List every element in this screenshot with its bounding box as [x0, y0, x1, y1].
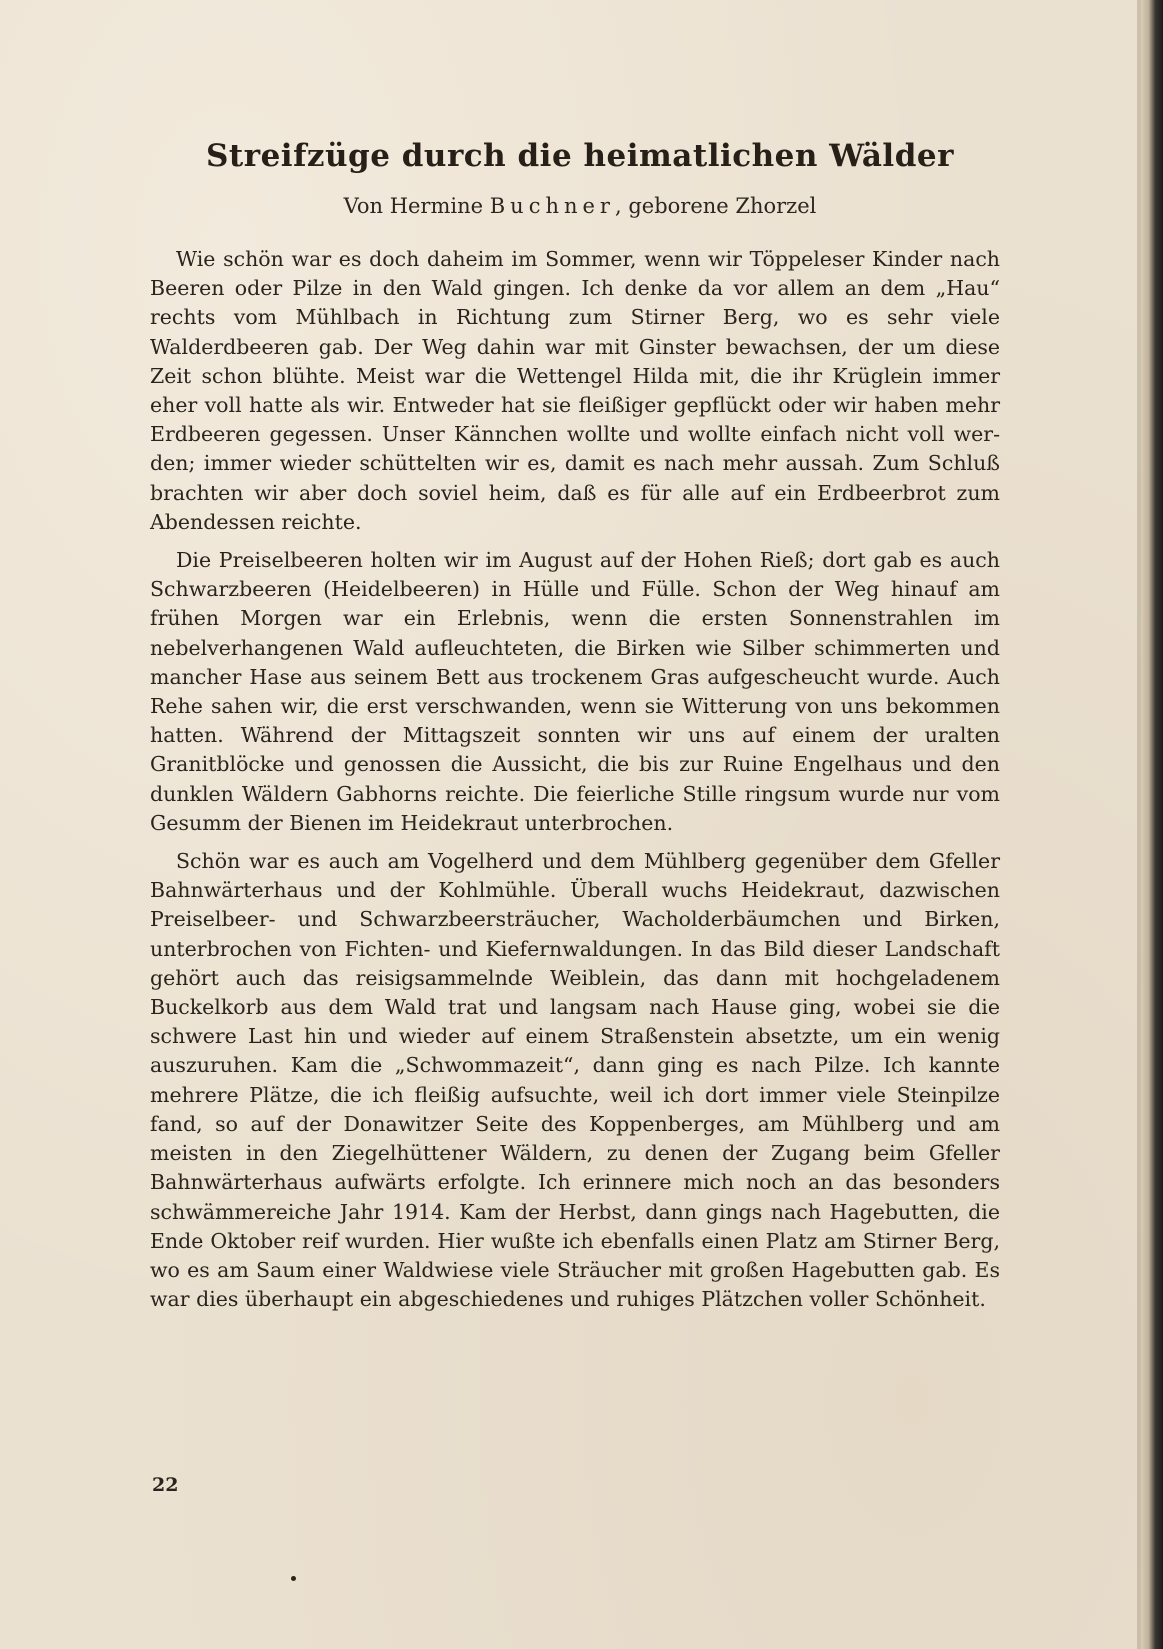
byline-prefix: Von Hermine	[343, 194, 490, 218]
byline-suffix: , geborene Zhorzel	[614, 194, 817, 218]
print-speck	[291, 1576, 296, 1581]
article-title: Streifzüge durch die heimatlichen Wälder	[206, 138, 954, 174]
page-number: 22	[152, 1474, 179, 1496]
book-spine	[1141, 0, 1163, 1649]
paragraph-2: Die Preiselbeeren holten wir im August auf der Hohen Rieß; dort gab es auch Schwarzbeeren (Heidelbeeren) in Hülle und Fülle. Schon der Weg hinauf am frühen Morgen war ein Erlebnis, wenn die ersten Sonnenstrahlen im nebelverhangenen Wald aufleuchteten, die Birken wie Silber schimmerten und mancher Hase aus seinem Bett aus trockenem Gras aufgescheucht wurde. Auch Rehe sahen wir, die erst verschwanden, wenn sie Witterung von uns bekommen hatten. Während der Mittagszeit sonnten wir uns auf einem der uralten Granitblöcke und genossen die Aussicht, die bis zur Ruine Engelhaus und den dunklen Wäldern Gabhorns reichte. Die feierliche Stille ringsum wurde nur vom Gesumm der Bienen im Heidekraut unterbrochen.	[150, 548, 1000, 835]
author-surname: Buchner	[489, 194, 615, 218]
paragraph-1: Wie schön war es doch daheim im Sommer, wenn wir Töppeleser Kinder nach Beeren oder Pilze in den Wald gingen. Ich denke da vor allem an dem „Hau“ rechts vom Mühlbach in Richtung zum Stirner Berg, wo es sehr viele Walderdbeeren gab. Der Weg dahin war mit Ginster bewachsen, der um diese Zeit schon blühte. Meist war die Wettengel Hilda mit, die ihr Krüglein immer eher voll hatte als wir. Entweder hat sie fleißiger gepflückt oder wir haben mehr Erdbeeren gegessen. Unser Kännchen wollte und wollte einfach nicht voll werden; immer wieder schüttelten wir es, damit es nach mehr aussah. Zum Schluß brachten wir aber doch soviel heim, daß es für alle auf ein Erdbeerbrot zum Abendessen reichte.	[150, 247, 1000, 534]
article-body	[150, 245, 1000, 1314]
byline	[150, 194, 1010, 218]
paragraph-3: Schön war es auch am Vogelherd und dem Mühlberg gegenüber dem Gfeller Bahnwärterhaus und der Kohlmühle. Überall wuchs Heidekraut, dazwischen Preiselbeer- und Schwarzbeersträucher, Wacholderbäumchen und Birken, unterbrochen von Fichten- und Kiefernwaldungen. In das Bild dieser Landschaft gehört auch das reisigsammelnde Weiblein, das dann mit hochgeladenem Buckelkorb aus dem Wald trat und langsam nach Hause ging, wobei sie die schwere Last hin und wieder auf einem Straßenstein absetzte, um ein wenig auszuruhen. Kam die „Schwommazeit“, dann ging es nach Pilze. Ich kannte mehrere Plätze, die ich fleißig aufsuchte, weil ich dort immer viele Steinpilze fand, so auf der Donawitzer Seite des Koppenberges, am Mühlberg und am meisten in den Ziegelhüttener Wäldern, zu denen der Zugang beim Gfeller Bahnwärterhaus aufwärts erfolgte. Ich erinnere mich noch an das besonders schwämmereiche Jahr 1914. Kam der Herbst, dann gings nach Hagebutten, die Ende Oktober reif wurden. Hier wußte ich ebenfalls einen Platz am Stirner Berg, wo es am Saum einer Waldwiese viele Sträucher mit großen Hagebutten gab. Es war dies überhaupt ein abgeschiedenes und ruhiges Plätzchen voller Schönheit.	[150, 849, 1000, 1312]
